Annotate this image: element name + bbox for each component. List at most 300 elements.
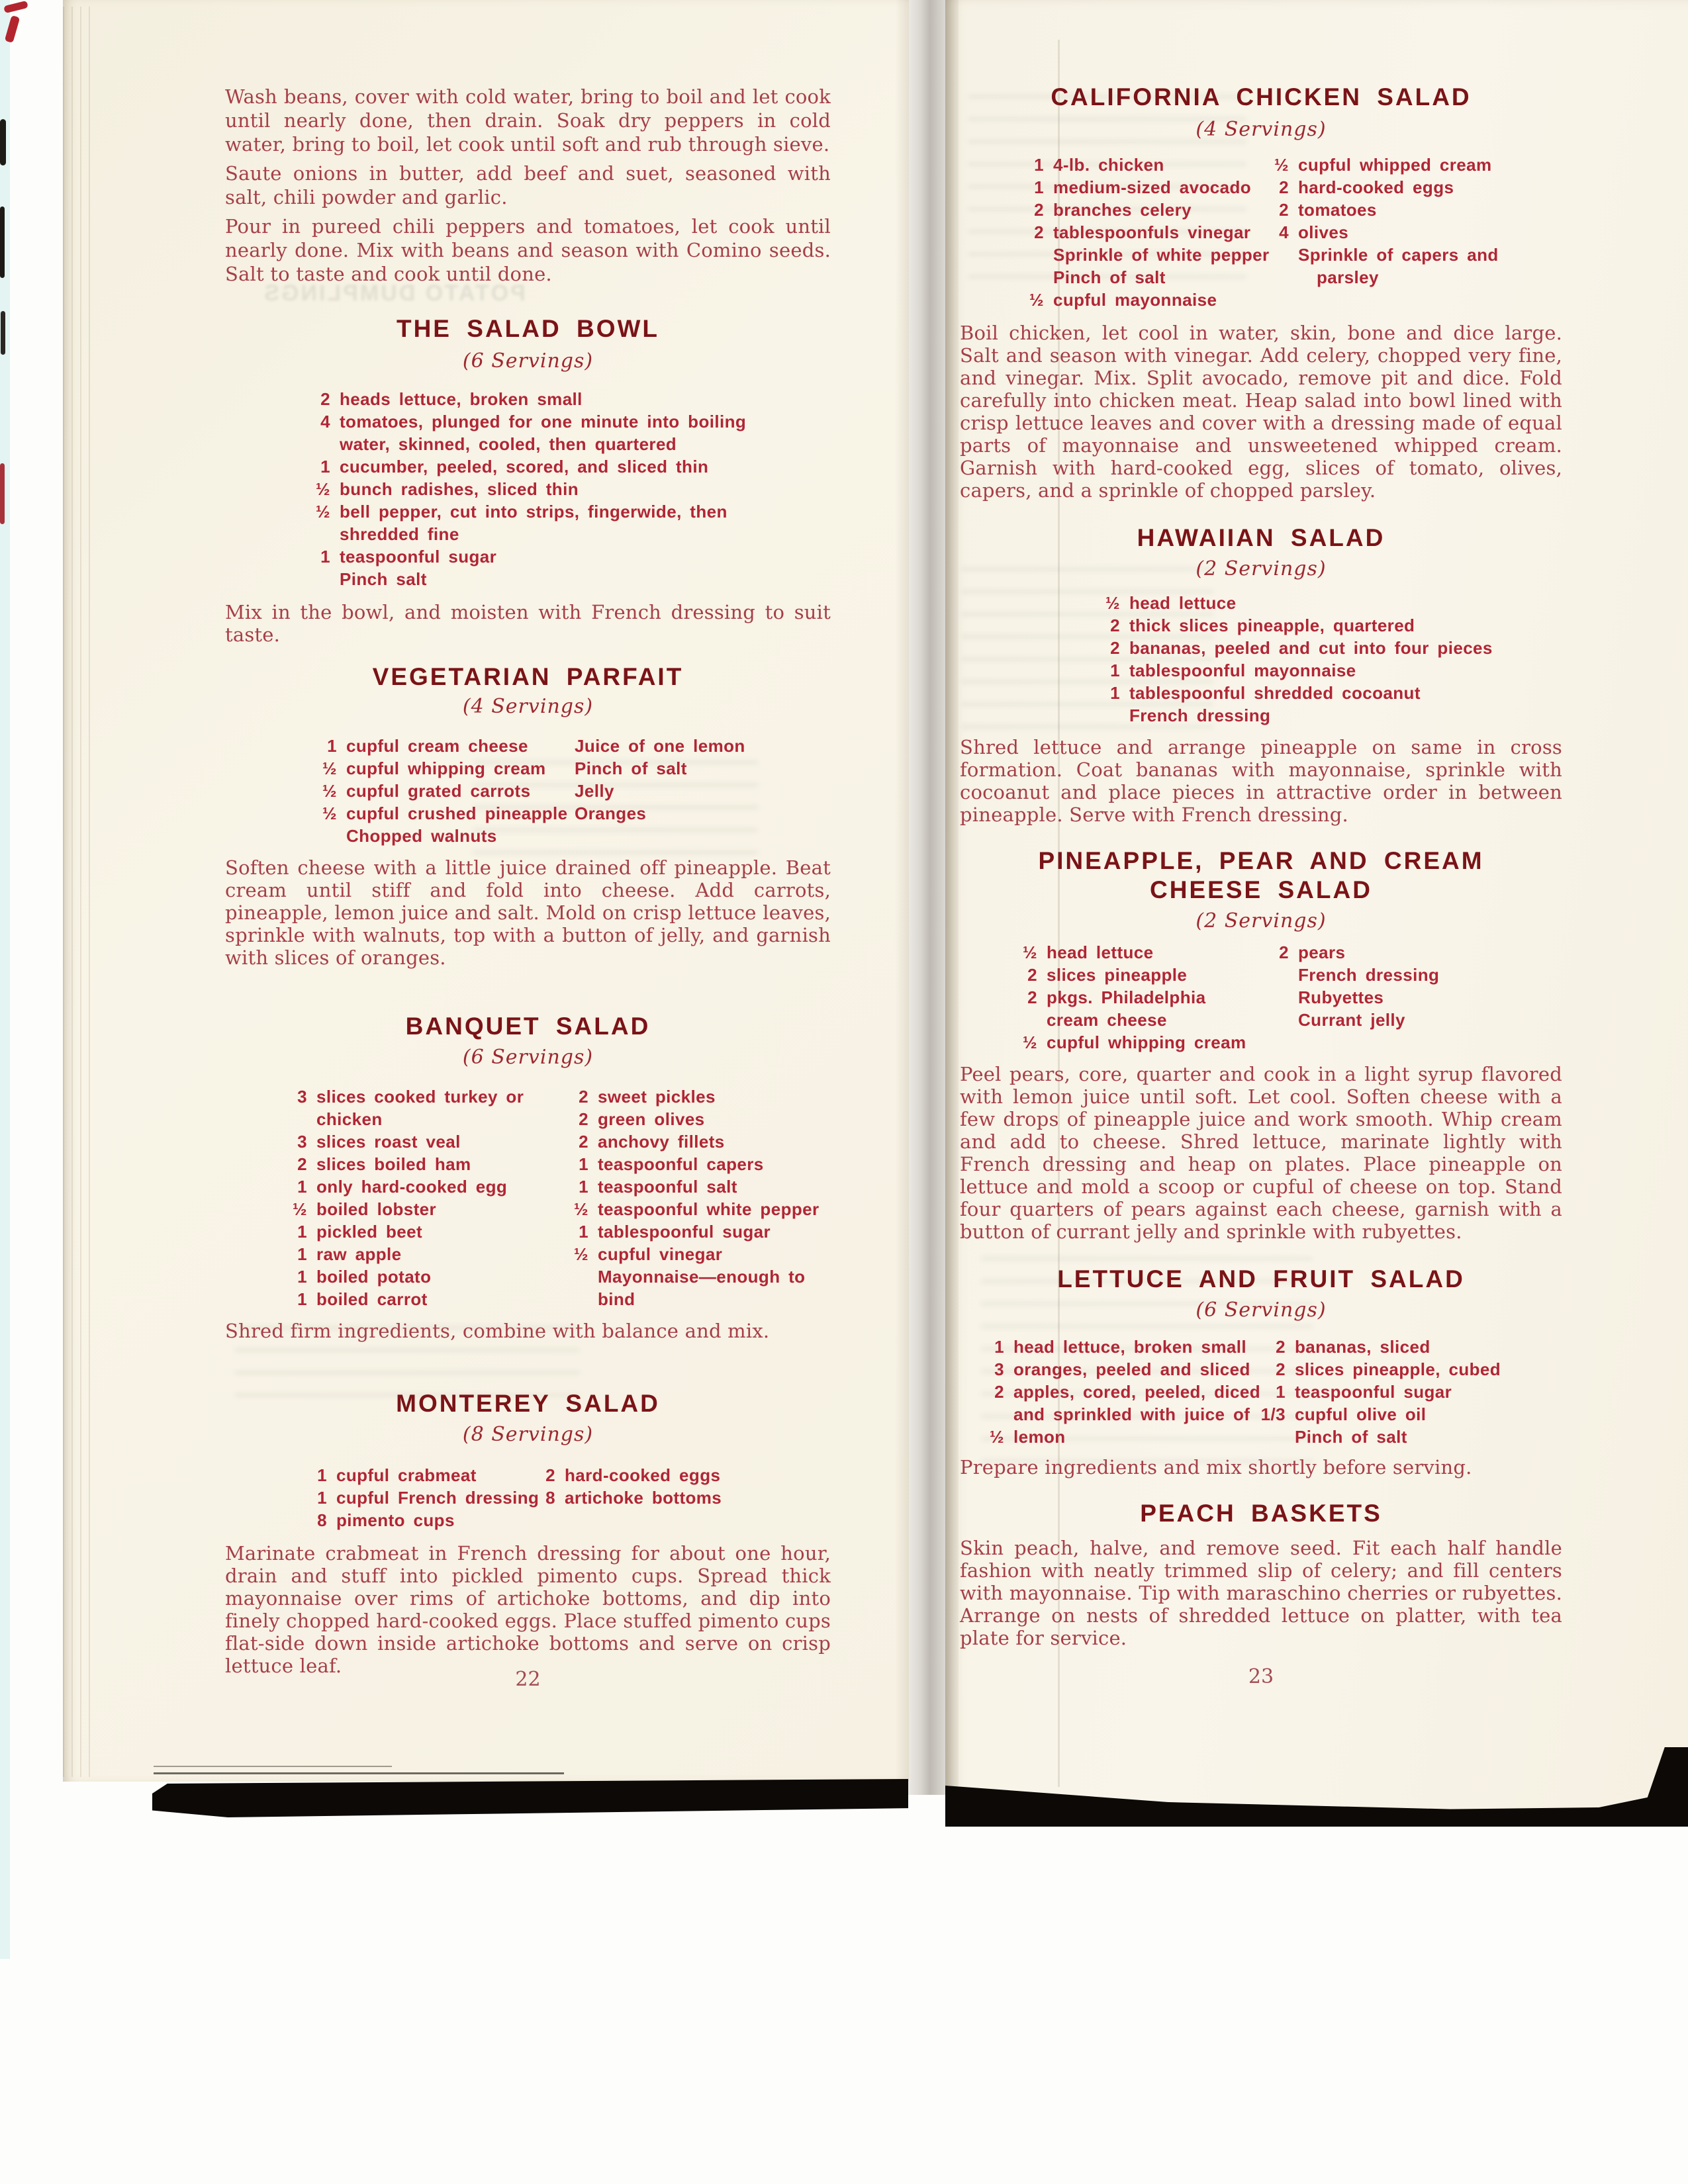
ingredient-text: Chopped walnuts — [346, 826, 497, 846]
ingredient-row — [1015, 176, 1270, 199]
ingredient-text: slices roast veal — [316, 1132, 461, 1152]
ingredient-text: cream cheese — [1047, 1010, 1167, 1030]
ingredient-row — [559, 1175, 820, 1198]
ingredient-row — [1008, 941, 1246, 964]
ingredient-qty: 1 — [297, 1177, 307, 1197]
ingredient-qty: 1 — [1034, 177, 1044, 197]
page-number: 23 — [1248, 1665, 1274, 1688]
ingredient-qty: 4 — [1279, 222, 1289, 242]
ingredient-qty: ½ — [322, 758, 337, 778]
ingredient-text: cupful mayonnaise — [1053, 290, 1217, 310]
ingredient-row — [1256, 1403, 1501, 1426]
ingredient-qty — [1260, 244, 1289, 266]
ingredient-qty: ½ — [1022, 942, 1037, 962]
recipe-instructions: Mix in the bowl, and moisten with French dressing to suit taste. — [225, 601, 831, 646]
ingredient-row — [536, 735, 745, 757]
ingredient-qty: 2 — [1276, 1359, 1286, 1379]
recipe-title: HAWAIIAN SALAD — [1137, 524, 1385, 551]
ingredient-text: Rubyettes — [1298, 987, 1384, 1007]
ingredient-qty — [536, 780, 565, 802]
ingredient-qty: 1/3 — [1260, 1404, 1286, 1424]
recipe-servings: (8 Servings) — [462, 1423, 594, 1446]
ingredient-row — [301, 500, 746, 523]
ingredient-row — [1008, 1009, 1246, 1031]
recipe-instructions: Shred firm ingredients, combine with balance and mix. — [225, 1320, 770, 1342]
ingredient-text: cupful whipped cream — [1298, 155, 1492, 175]
recipe-servings: (6 Servings) — [462, 1046, 594, 1069]
ingredient-list — [1256, 1336, 1501, 1448]
ingredient-text: chicken — [316, 1109, 383, 1129]
recipe-instructions: Marinate crabmeat in French dressing for about one hour, drain and stuff into pickled pimento cups. Spread thick mayonnaise over rims of artichoke bottoms, and dip into finely chopped hard-cooked eggs. Place stuffed pimento cups flat-side down inside artichoke bottoms and serve on crisp lettuce leaf. — [225, 1542, 831, 1677]
ingredient-text: tablespoonful sugar — [598, 1222, 771, 1242]
ingredient-row — [1015, 289, 1270, 311]
ingredient-text: sweet pickles — [598, 1087, 716, 1107]
ingredient-text: apples, cored, peeled, diced — [1013, 1382, 1260, 1402]
page-crease — [1058, 40, 1060, 1787]
ingredient-text: anchovy fillets — [598, 1132, 725, 1152]
ingredient-text: Sprinkle of white pepper — [1053, 245, 1270, 265]
ingredient-row — [278, 1175, 524, 1198]
ingredient-row — [1091, 704, 1493, 727]
ingredient-qty: 1 — [297, 1289, 307, 1309]
ingredient-text: slices pineapple — [1047, 965, 1188, 985]
ingredient-row — [308, 780, 568, 802]
ingredient-row — [559, 1153, 820, 1175]
ingredient-qty — [1008, 1009, 1037, 1031]
ingredient-text: water, skinned, cooled, then quartered — [340, 434, 677, 454]
ingredient-qty — [536, 735, 565, 757]
ingredient-qty — [1260, 964, 1289, 986]
ingredient-row — [278, 1108, 524, 1130]
ingredient-text: teaspoonful white pepper — [598, 1199, 820, 1219]
ingredient-qty: ½ — [322, 803, 337, 823]
ingredient-qty — [278, 1108, 307, 1130]
ingredient-row — [278, 1198, 524, 1220]
ingredient-text: 4-lb. chicken — [1053, 155, 1164, 175]
binding-band-left — [152, 1779, 908, 1817]
ingredient-text: olives — [1298, 222, 1349, 242]
ingredient-row — [1015, 199, 1270, 221]
page-gutter-shadow — [895, 0, 959, 1795]
ingredient-text: only hard-cooked egg — [316, 1177, 508, 1197]
ingredient-row — [975, 1426, 1260, 1448]
ingredient-list — [536, 735, 745, 825]
ingredient-text: bell pepper, cut into strips, fingerwide, then — [340, 502, 727, 522]
ingredient-text: pimento cups — [336, 1510, 455, 1530]
ingredient-qty: 2 — [1279, 177, 1289, 197]
edge-mark — [0, 206, 5, 278]
intro-paragraph: Wash beans, cover with cold water, bring to boil and let cook until nearly done, then drain. Soak dry peppers in cold water, bring to boil, let cook until soft and rub through sieve. — [225, 85, 831, 156]
ingredient-text: bananas, peeled and cut into four pieces — [1129, 638, 1493, 658]
ingredient-qty — [1260, 1009, 1289, 1031]
ingredient-text: cupful whipping cream — [1047, 1032, 1246, 1052]
ingredient-qty: 8 — [545, 1488, 555, 1508]
ingredient-text: cupful crushed pineapple — [346, 803, 568, 823]
ingredient-qty: 1 — [1276, 1382, 1286, 1402]
ingredient-text: bunch radishes, sliced thin — [340, 479, 579, 499]
recipe-instructions: Soften cheese with a little juice drained off pineapple. Beat cream until stiff and fold into cheese. Add carrots, pineapple, lemon juice and salt. Mold on crisp lettuce leaves, sprinkle with walnuts, top with a button of jelly, and garnish with slices of oranges. — [225, 856, 831, 969]
ingredient-row — [975, 1336, 1260, 1358]
ingredient-row — [298, 1509, 539, 1531]
ingredient-text: oranges, peeled and sliced — [1013, 1359, 1250, 1379]
edge-mark — [0, 119, 6, 165]
ingredient-qty: 1 — [579, 1222, 588, 1242]
ingredient-row — [1260, 986, 1439, 1009]
ingredient-row — [278, 1265, 524, 1288]
ingredient-qty: 2 — [1034, 200, 1044, 220]
ingredient-qty: 2 — [1279, 200, 1289, 220]
ingredient-text: French dressing — [1298, 965, 1440, 985]
ingredient-text: cupful crabmeat — [336, 1465, 477, 1485]
ingredient-row — [1008, 964, 1246, 986]
ingredient-text: cupful French dressing — [336, 1488, 539, 1508]
ingredient-row — [559, 1130, 820, 1153]
ingredient-row — [1015, 244, 1270, 266]
ingredient-qty: 2 — [545, 1465, 555, 1485]
ingredient-row — [1260, 244, 1499, 266]
ingredient-text: parsley — [1317, 267, 1379, 287]
ingredient-text: cupful cream cheese — [346, 736, 528, 756]
ingredient-text: lemon — [1013, 1427, 1066, 1447]
recipe-title: CALIFORNIA CHICKEN SALAD — [1051, 83, 1472, 111]
ingredient-row — [1260, 964, 1439, 986]
recipe-title: THE SALAD BOWL — [396, 315, 660, 342]
ingredient-list — [526, 1464, 722, 1509]
ingredient-qty: 3 — [297, 1132, 307, 1152]
ingredient-text: tablespoonful mayonnaise — [1129, 660, 1356, 680]
ingredient-text: head lettuce, broken small — [1013, 1337, 1246, 1357]
recipe-title: BANQUET SALAD — [405, 1013, 651, 1040]
ingredient-text: green olives — [598, 1109, 705, 1129]
ingredient-qty: ½ — [1029, 290, 1044, 310]
ingredient-text: medium-sized avocado — [1053, 177, 1252, 197]
ingredient-qty: 1 — [579, 1177, 588, 1197]
ingredient-row — [536, 757, 745, 780]
ingredient-text: tomatoes, plunged for one minute into boiling — [340, 412, 747, 432]
intro-paragraph: Pour in pureed chili peppers and tomatoes, let cook until nearly done. Mix with beans and season with Comino seeds. Salt to taste and cook until done. — [225, 215, 831, 285]
recipe-title: VEGETARIAN PARFAIT — [372, 663, 684, 690]
ingredient-text: tomatoes — [1298, 200, 1377, 220]
ingredient-qty: 1 — [320, 457, 330, 477]
ingredient-text: teaspoonful salt — [598, 1177, 737, 1197]
ingredient-text: pkgs. Philadelphia — [1047, 987, 1206, 1007]
ingredient-list — [1091, 592, 1493, 727]
ingredient-text: French dressing — [1129, 705, 1271, 725]
ingredient-row — [301, 545, 746, 568]
ingredient-text: cupful vinegar — [598, 1244, 723, 1264]
ingredient-qty: 2 — [1279, 942, 1289, 962]
ingredient-row — [308, 825, 568, 847]
ingredient-text: Pinch of salt — [1295, 1427, 1407, 1447]
ingredient-row — [1260, 941, 1439, 964]
ingredient-list — [1260, 941, 1439, 1031]
ingredient-text: pickled beet — [316, 1222, 423, 1242]
ingredient-row — [1260, 176, 1499, 199]
ingredient-qty: ½ — [1105, 593, 1120, 613]
ingredient-qty — [301, 433, 330, 455]
ingredient-qty — [301, 523, 330, 545]
page-bottom-edge — [154, 1766, 392, 1767]
ingredient-list — [559, 1085, 820, 1310]
ingredient-row — [301, 388, 746, 410]
page-number: 22 — [515, 1668, 541, 1691]
ingredient-qty: 2 — [579, 1109, 588, 1129]
ingredient-row — [301, 478, 746, 500]
ingredient-row — [975, 1358, 1260, 1381]
ingredient-qty — [559, 1288, 588, 1310]
ingredient-qty: ½ — [292, 1199, 307, 1219]
ingredient-text: cucumber, peeled, scored, and sliced thin — [340, 457, 709, 477]
edge-mark — [0, 463, 5, 524]
recipe-instructions: Skin peach, halve, and remove seed. Fit each half handle fashion with neatly trimmed slip of celery; and fill centers with mayonnaise. Tip with maraschino cherries or rubyettes. Arrange on nests of shredded lettuce on platter, with tea plate for service. — [960, 1537, 1562, 1649]
recipe-title: CHEESE SALAD — [1150, 876, 1372, 903]
ingredient-text: Pinch of salt — [575, 758, 687, 778]
recipe-servings: (2 Servings) — [1196, 557, 1327, 580]
ingredient-list — [278, 1085, 524, 1310]
ingredient-row — [1091, 614, 1493, 637]
ingredient-row — [1008, 1031, 1246, 1054]
ingredient-qty: 2 — [1276, 1337, 1286, 1357]
ingredient-qty — [1256, 1426, 1286, 1448]
ingredient-qty: 1 — [317, 1465, 327, 1485]
ingredient-qty: 2 — [320, 389, 330, 409]
recipe-title: PEACH BASKETS — [1140, 1500, 1382, 1527]
ingredient-text: hard-cooked eggs — [565, 1465, 721, 1485]
ingredient-row — [559, 1085, 820, 1108]
ingredient-row — [1091, 637, 1493, 659]
ingredient-qty: 8 — [317, 1510, 327, 1530]
ingredient-text: and sprinkled with juice of — [1013, 1404, 1250, 1424]
ingredient-row — [278, 1130, 524, 1153]
ingredient-text: branches celery — [1053, 200, 1192, 220]
ingredient-qty: 1 — [1110, 683, 1120, 703]
recipe-instructions: Prepare ingredients and mix shortly before serving. — [960, 1456, 1472, 1479]
ingredient-text: Jelly — [575, 781, 614, 801]
page-stack-edges — [63, 7, 91, 1777]
ingredient-text: teaspoonful sugar — [340, 547, 497, 567]
ingredient-text: head lettuce — [1129, 593, 1237, 613]
ingredient-row — [1256, 1336, 1501, 1358]
ingredient-qty: 1 — [327, 736, 337, 756]
ingredient-text: teaspoonful sugar — [1295, 1382, 1452, 1402]
ingredient-list — [301, 388, 746, 590]
recipe-title: LETTUCE AND FRUIT SALAD — [1057, 1265, 1465, 1293]
ingredient-list — [1008, 941, 1246, 1054]
ingredient-text: shredded fine — [340, 524, 459, 544]
ingredient-qty: 2 — [579, 1132, 588, 1152]
ingredient-row — [301, 568, 746, 590]
ingredient-row — [1260, 221, 1499, 244]
ingredient-row — [1015, 154, 1270, 176]
ingredient-row — [301, 433, 746, 455]
ingredient-row — [526, 1464, 722, 1486]
ingredient-row — [1260, 266, 1499, 289]
ingredient-text: cupful whipping cream — [346, 758, 546, 778]
ingredient-list — [1015, 154, 1270, 311]
ingredient-qty — [1260, 266, 1289, 289]
ingredient-qty: 2 — [297, 1154, 307, 1174]
ingredient-qty: 1 — [1110, 660, 1120, 680]
ingredient-text: boiled carrot — [316, 1289, 428, 1309]
ingredient-qty — [1015, 266, 1044, 289]
ingredient-qty — [559, 1265, 588, 1288]
recipe-servings: (4 Servings) — [1196, 118, 1327, 141]
ingredient-row — [1260, 154, 1499, 176]
ingredient-row — [559, 1243, 820, 1265]
ingredient-qty: 2 — [1027, 987, 1037, 1007]
ingredient-qty: ½ — [322, 781, 337, 801]
ingredient-row — [1015, 266, 1270, 289]
ingredient-qty: 2 — [1110, 615, 1120, 635]
ingredient-qty — [1091, 704, 1120, 727]
ingredient-qty: ½ — [1022, 1032, 1037, 1052]
ingredient-row — [1008, 986, 1246, 1009]
ingredient-row — [278, 1153, 524, 1175]
ingredient-list — [308, 735, 568, 847]
ingredient-row — [1256, 1426, 1501, 1448]
ingredient-row — [308, 802, 568, 825]
ingredient-text: Juice of one lemon — [575, 736, 745, 756]
ingredient-row — [308, 757, 568, 780]
recipe-servings: (6 Servings) — [1196, 1298, 1327, 1322]
ingredient-text: Pinch salt — [340, 569, 427, 589]
ingredient-qty: 1 — [297, 1222, 307, 1242]
ingredient-qty: ½ — [989, 1427, 1004, 1447]
recipe-servings: (2 Servings) — [1196, 909, 1327, 933]
show-through-heading: POTATO DUMPLINGS — [262, 281, 526, 306]
scanner-edge-strip — [0, 0, 10, 1959]
ingredient-qty: 3 — [297, 1087, 307, 1107]
ingredient-text: boiled potato — [316, 1267, 432, 1287]
recipe-servings: (6 Servings) — [462, 349, 594, 373]
ingredient-row — [559, 1198, 820, 1220]
ingredient-text: thick slices pineapple, quartered — [1129, 615, 1415, 635]
ingredient-row — [1015, 221, 1270, 244]
ingredient-qty: ½ — [315, 502, 330, 522]
recipe-servings: (4 Servings) — [462, 695, 594, 718]
ingredient-qty — [301, 568, 330, 590]
ingredient-qty — [1015, 244, 1044, 266]
ingredient-text: cupful olive oil — [1295, 1404, 1427, 1424]
ingredient-text: slices boiled ham — [316, 1154, 471, 1174]
ingredient-qty — [536, 802, 565, 825]
ingredient-row — [559, 1288, 820, 1310]
recipe-title: PINEAPPLE, PEAR AND CREAM — [1038, 847, 1484, 874]
ingredient-qty: 3 — [994, 1359, 1004, 1379]
ingredient-qty: 2 — [994, 1382, 1004, 1402]
ingredient-row — [308, 735, 568, 757]
ingredient-text: boiled lobster — [316, 1199, 437, 1219]
ingredient-qty: ½ — [315, 479, 330, 499]
ingredient-text: Currant jelly — [1298, 1010, 1405, 1030]
ingredient-qty — [536, 757, 565, 780]
ingredient-qty: ½ — [573, 1244, 588, 1264]
ingredient-qty: 2 — [1027, 965, 1037, 985]
ingredient-row — [301, 410, 746, 433]
ingredient-text: heads lettuce, broken small — [340, 389, 583, 409]
ingredient-row — [559, 1108, 820, 1130]
ingredient-text: pears — [1298, 942, 1346, 962]
ingredient-text: raw apple — [316, 1244, 402, 1264]
ingredient-row — [278, 1288, 524, 1310]
ingredient-row — [975, 1381, 1260, 1403]
ingredient-qty: 1 — [320, 547, 330, 567]
recipe-instructions: Shred lettuce and arrange pineapple on same in cross formation. Coat bananas with mayonnaise, sprinkle with cocoanut and place pieces in attractive order in between pineapple. Serve with French dressing. — [960, 736, 1562, 826]
ingredient-qty — [1260, 986, 1289, 1009]
ingredient-text: teaspoonful capers — [598, 1154, 764, 1174]
ingredient-text: artichoke bottoms — [565, 1488, 722, 1508]
ingredient-row — [559, 1220, 820, 1243]
ingredient-text: Mayonnaise—enough to — [598, 1267, 806, 1287]
page-22 — [63, 0, 909, 1782]
ingredient-row — [526, 1486, 722, 1509]
ingredient-row — [536, 780, 745, 802]
recipe-instructions: Boil chicken, let cool in water, skin, bone and dice large. Salt and season with vinegar. Add celery, chopped very fine, and vinegar. Mix. Split avocado, remove pit and dice. Fold carefully into chicken meat. Heap salad into bowl lined with crisp lettuce leaves and cover with a dressing made of equal parts of mayonnaise and unsweetened whipped cream. Garnish with hard-cooked egg, slices of tomato, olives, capers, and a sprinkle of chopped parsley. — [960, 322, 1562, 502]
page-bottom-edge — [154, 1772, 564, 1774]
ingredient-qty: ½ — [1274, 155, 1289, 175]
edge-mark — [1, 311, 5, 355]
ingredient-row — [278, 1243, 524, 1265]
ingredient-text: cupful grated carrots — [346, 781, 531, 801]
ingredient-row — [975, 1403, 1260, 1426]
ingredient-row — [1256, 1381, 1501, 1403]
ingredient-row — [278, 1220, 524, 1243]
ingredient-text: tablespoonfuls vinegar — [1053, 222, 1251, 242]
ingredient-row — [301, 455, 746, 478]
ingredient-row — [298, 1464, 539, 1486]
ingredient-qty: 1 — [994, 1337, 1004, 1357]
ingredient-list — [1260, 154, 1499, 289]
ingredient-qty: 2 — [1110, 638, 1120, 658]
ingredient-text: head lettuce — [1047, 942, 1154, 962]
ingredient-list — [298, 1464, 539, 1531]
ingredient-row — [1091, 682, 1493, 704]
ingredient-qty: 1 — [1034, 155, 1044, 175]
recipe-title: MONTEREY SALAD — [396, 1390, 660, 1417]
ingredient-row — [298, 1486, 539, 1509]
ingredient-qty: 4 — [320, 412, 330, 432]
ingredient-text: Sprinkle of capers and — [1298, 245, 1499, 265]
ingredient-row — [301, 523, 746, 545]
ingredient-text: slices pineapple, cubed — [1295, 1359, 1501, 1379]
ingredient-list — [975, 1336, 1260, 1448]
ingredient-qty — [308, 825, 337, 847]
ingredient-row — [1091, 659, 1493, 682]
intro-paragraph: Saute onions in butter, add beef and suet, seasoned with salt, chili powder and garlic. — [225, 162, 831, 208]
ingredient-text: Oranges — [575, 803, 647, 823]
ingredient-text: hard-cooked eggs — [1298, 177, 1454, 197]
ingredient-qty: 1 — [297, 1244, 307, 1264]
ingredient-qty — [975, 1403, 1004, 1426]
ingredient-qty: 2 — [579, 1087, 588, 1107]
ingredient-row — [1260, 199, 1499, 221]
ingredient-text: Pinch of salt — [1053, 267, 1166, 287]
recipe-instructions: Peel pears, core, quarter and cook in a light syrup flavored with lemon juice until soft. Let cool. Soften cheese with a few drops of pineapple juice and work smooth. Whip cream and add to cheese. Shred lettuce, marinate lightly with French dressing and heap on plates. Place pineapple on lettuce and mold a scoop or cupful of cheese on top. Stand four quarters of pears against each cheese, garnish with a button of currant jelly and sprinkle with rubyettes. — [960, 1063, 1562, 1243]
ingredient-row — [559, 1265, 820, 1288]
ingredient-qty: 1 — [317, 1488, 327, 1508]
ingredient-qty: 2 — [1034, 222, 1044, 242]
ingredient-qty: ½ — [573, 1199, 588, 1219]
ingredient-row — [1260, 1009, 1439, 1031]
ingredient-row — [1256, 1358, 1501, 1381]
ingredient-text: bananas, sliced — [1295, 1337, 1430, 1357]
ingredient-qty: 1 — [297, 1267, 307, 1287]
ingredient-text: bind — [598, 1289, 635, 1309]
ingredient-qty: 1 — [579, 1154, 588, 1174]
ingredient-row — [278, 1085, 524, 1108]
ingredient-text: tablespoonful shredded cocoanut — [1129, 683, 1421, 703]
ingredient-row — [536, 802, 745, 825]
